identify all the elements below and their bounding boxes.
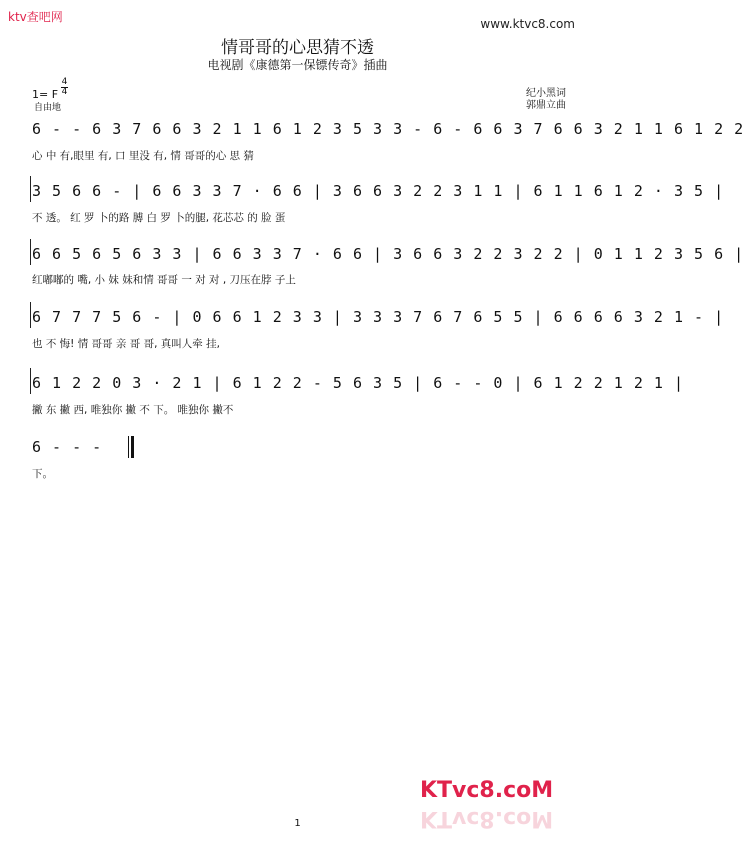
score-lyrics-line-4: 也 不 悔! 情 哥哥 亲 哥 哥, 真叫人牵 挂,	[32, 338, 220, 350]
score-notes-line-2: 3 5 6 6 - | 6 6 3 3 7 · 6 6 | 3 6 6 3 2 2 3 1 1 | 6 1 1 6 1 2 · 3 5 |	[32, 182, 725, 200]
system-start-line	[30, 239, 31, 265]
system-start-line	[30, 176, 31, 202]
score-notes-line-6: 6 - - -	[32, 438, 103, 456]
site-url-right: www.ktvc8.com	[480, 17, 575, 31]
score-notes-line-3: 6 6 5 6 5 6 3 3 | 6 6 3 3 7 · 6 6 | 3 6 6 3 2 2 3 2 2 | 0 1 1 2 3 5 6 |	[32, 245, 744, 263]
tempo-marking: 自由地	[34, 103, 62, 113]
page-title: 情哥哥的心思猜不透	[221, 38, 374, 58]
score-notes-line-4: 6 7 7 7 5 6 - | 0 6 6 1 2 3 3 | 3 3 3 7 6 7 6 5 5 | 6 6 6 6 3 2 1 - |	[32, 308, 725, 326]
page-subtitle: 电视剧《康德第一保镖传奇》插曲	[207, 58, 388, 72]
time-signature-top: 4	[61, 77, 68, 87]
system-start-line	[30, 368, 31, 394]
time-signature	[61, 78, 68, 97]
score-lyrics-line-2: 不 透。 红 罗 卜的路 膊 白 罗 卜的腿, 花芯芯 的 脸 蛋	[32, 212, 286, 224]
final-barline-thick	[131, 436, 134, 458]
score-lyrics-line-6: 下。	[32, 468, 53, 480]
score-notes-line-5: 6 1 2 2 0 3 · 2 1 | 6 1 2 2 - 5 6 3 5 | 6 - - 0 | 6 1 2 2 1 2 1 |	[32, 374, 684, 392]
score-lyrics-line-1: 心 中 有,眼里 有, 口 里没 有, 情 哥哥的心 思 猜	[32, 150, 254, 162]
time-signature-bottom: 4	[61, 87, 68, 97]
score-lyrics-line-3: 红嘟嘟的 嘴, 小 妹 妹和情 哥哥 一 对 对 , 刀压在脖 子上	[32, 274, 296, 286]
site-name-left: ktv查吧网	[8, 10, 63, 24]
lyricist-credit: 纪小黑词	[526, 88, 566, 99]
score-lyrics-line-5: 撇 东 撇 西, 唯独你 撇 不 下。 唯独你 撇不	[32, 404, 234, 416]
final-barline-thin	[128, 436, 129, 458]
score-notes-line-1: 6 - - 6 3 7 6 6 3 2 1 1 6 1 2 3 5 3 3 - 6 - 6 6 3 7 6 6 3 2 1 1 6 1 2 2	[32, 120, 744, 138]
site-logo-reflection: KTvc8.coM	[420, 806, 554, 831]
key-signature: 1= F	[32, 88, 59, 101]
site-logo: KTvc8.coM	[420, 778, 554, 803]
composer-credit: 郭鼎立曲	[526, 100, 566, 111]
page-number: 1	[294, 818, 301, 829]
system-start-line	[30, 302, 31, 328]
